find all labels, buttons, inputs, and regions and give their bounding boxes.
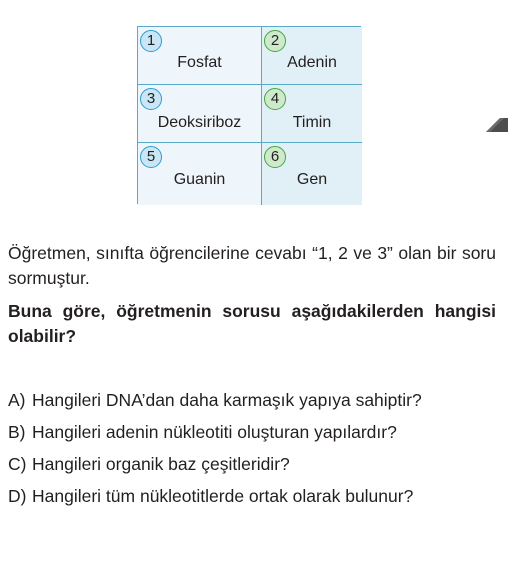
option-b[interactable] bbox=[8, 420, 496, 445]
option-c[interactable] bbox=[8, 452, 496, 477]
cell-label: Timin bbox=[292, 114, 332, 131]
option-text: Hangileri organik baz çeşitleridir? bbox=[32, 454, 290, 474]
cell-label: Deoksiriboz bbox=[157, 114, 242, 131]
grid-cell-4 bbox=[262, 85, 362, 143]
term-grid bbox=[137, 26, 361, 204]
number-badge: 3 bbox=[140, 88, 162, 110]
number-badge: 6 bbox=[264, 146, 286, 168]
option-text: Hangileri tüm nükleotitlerde ortak olarak bulunur? bbox=[32, 486, 414, 506]
number-badge: 5 bbox=[140, 146, 162, 168]
option-text: Hangileri adenin nükleotiti oluşturan yapılardır? bbox=[32, 422, 397, 442]
option-text: Hangileri DNA’dan daha karmaşık yapıya sahiptir? bbox=[32, 390, 422, 410]
option-a[interactable] bbox=[8, 388, 496, 413]
grid-cell-2 bbox=[262, 27, 362, 85]
number-badge: 4 bbox=[264, 88, 286, 110]
option-letter: D) bbox=[8, 486, 27, 506]
grid-cell-6 bbox=[262, 143, 362, 205]
number-badge: 1 bbox=[140, 30, 162, 52]
grid-cell-1 bbox=[138, 27, 262, 85]
cell-label: Gen bbox=[296, 171, 328, 188]
answer-options bbox=[8, 388, 496, 516]
number-badge: 2 bbox=[264, 30, 286, 52]
option-letter: B) bbox=[8, 422, 26, 442]
option-letter: C) bbox=[8, 454, 27, 474]
option-letter: A) bbox=[8, 390, 26, 410]
cell-label: Guanin bbox=[173, 171, 226, 188]
grid-cell-3 bbox=[138, 85, 262, 143]
cell-label: Adenin bbox=[287, 54, 337, 71]
grid-cell-5 bbox=[138, 143, 262, 205]
question-prompt: Buna göre, öğretmenin sorusu aşağıdakilerden hangisi olabilir? bbox=[8, 301, 496, 346]
option-d[interactable] bbox=[8, 484, 496, 509]
pencil-icon bbox=[482, 108, 508, 134]
question-stem: Öğretmen, sınıfta öğrencilerine cevabı “1, 2 ve 3” olan bir soru sormuştur. bbox=[8, 243, 496, 288]
cell-label: Fosfat bbox=[177, 54, 222, 71]
